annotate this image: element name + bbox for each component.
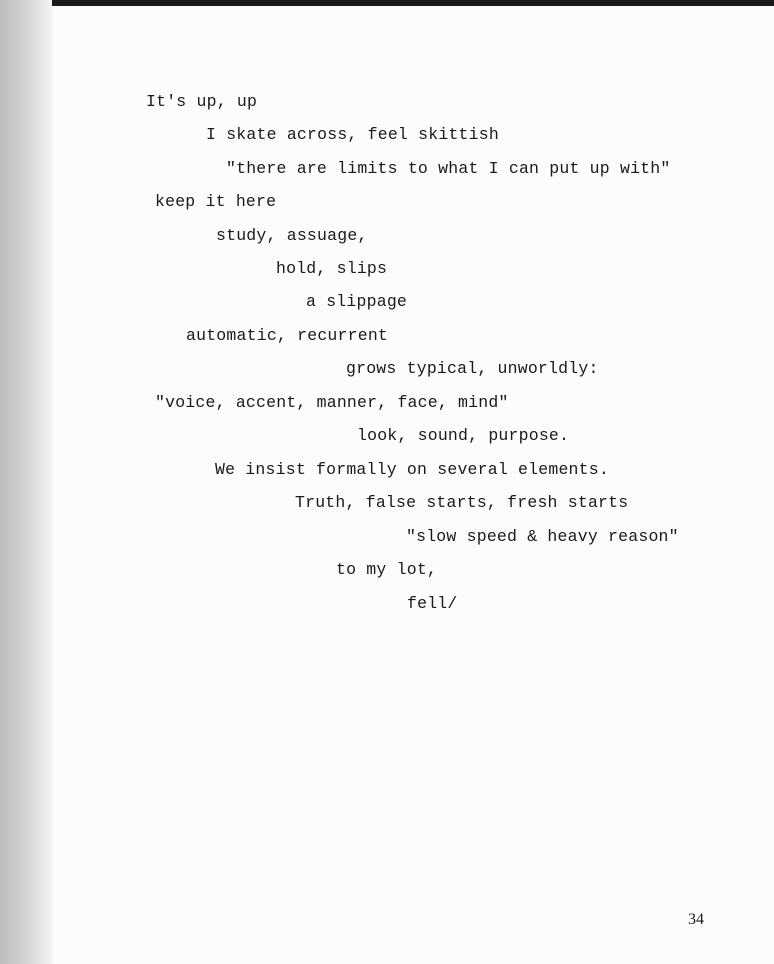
poem-line: Truth, false starts, fresh starts (295, 493, 629, 512)
poem-line: look, sound, purpose. (357, 426, 570, 445)
poem-line: I skate across, feel skittish (206, 125, 499, 144)
poem-line: hold, slips (276, 259, 388, 278)
poem-line: keep it here (155, 192, 277, 211)
poem-line: a slippage (306, 292, 408, 311)
poem-line: grows typical, unworldly: (346, 359, 599, 378)
poem-line: "there are limits to what I can put up with" (226, 159, 671, 178)
poem-line: fell/ (407, 594, 458, 613)
book-page (52, 6, 774, 964)
poem-line: to my lot, (336, 560, 438, 579)
poem-line: We insist formally on several elements. (215, 460, 609, 479)
poem-line: study, assuage, (216, 226, 368, 245)
poem-line: It's up, up (146, 92, 258, 111)
poem (52, 6, 774, 706)
book-spine-shadow (0, 0, 52, 964)
poem-line: automatic, recurrent (186, 326, 389, 345)
poem-line: "slow speed & heavy reason" (406, 527, 679, 546)
page-number: 34 (688, 911, 704, 928)
poem-line: "voice, accent, manner, face, mind" (155, 393, 509, 412)
